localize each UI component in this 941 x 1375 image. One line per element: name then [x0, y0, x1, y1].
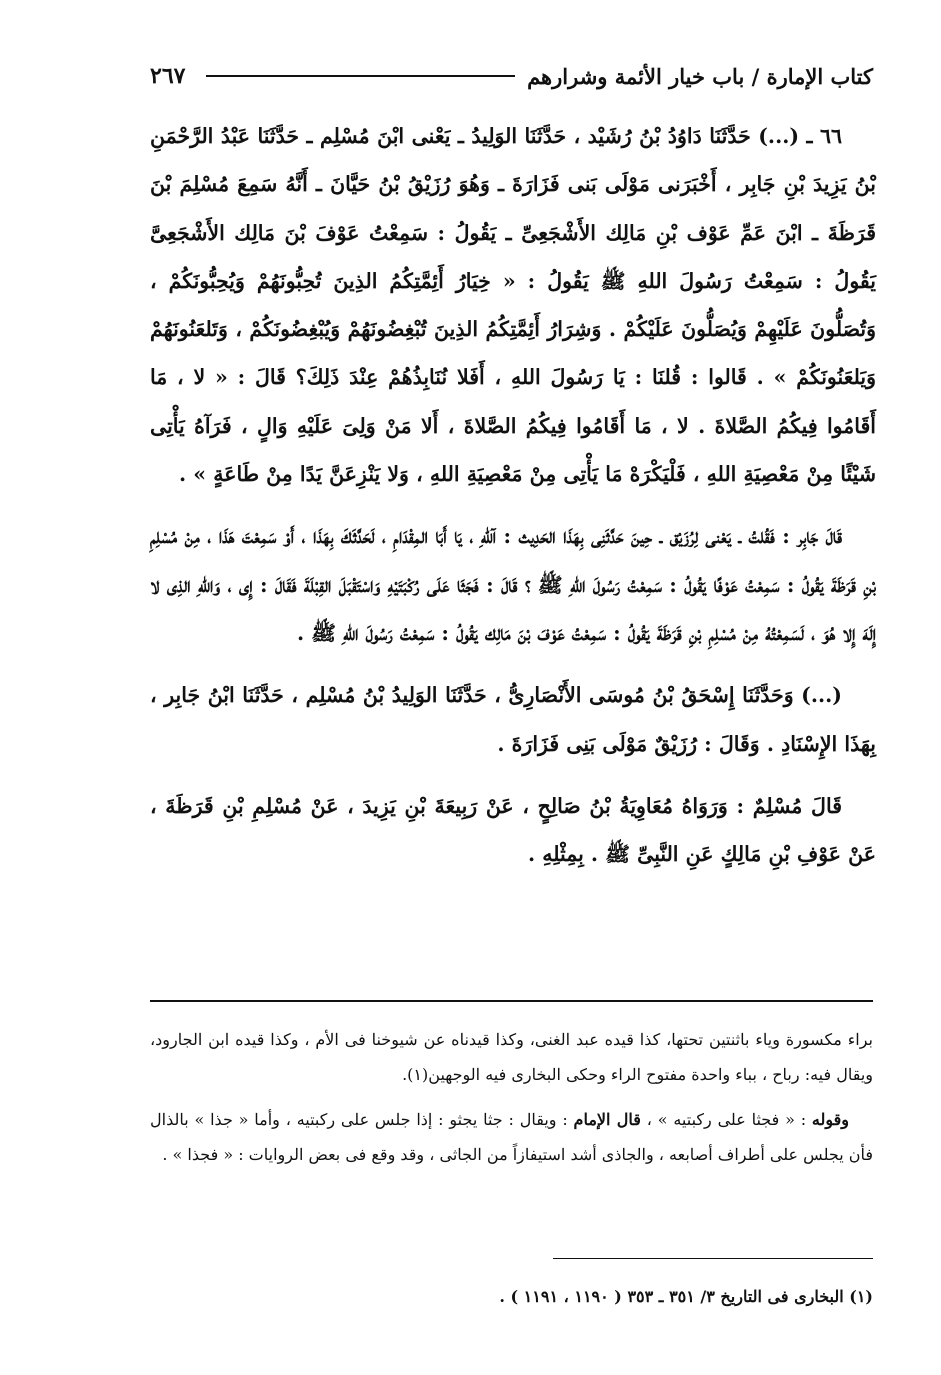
- commentary-divider: [150, 1000, 873, 1002]
- header-rule: [206, 75, 515, 77]
- jabir-paragraph: قَالَ جَابِر : فَقُلتُ ـ يَعْنى لِرُزَيْق ـ حِينَ حَدَّثَنِى بِهَذَا الحَدِيث : آللهِ ، يَا أَبَا المِقْدَامِ ، لَحَدَّثَكَ بِهَذَا ، أَوْ سَمِعْتَ هَذَا ، مِنْ مُسْلِمِ بْنِ قَرَظَةَ يَقُولُ : سَمِعْتُ عَوْفًا يَقُولُ : سَمِعْتُ رَسُولَ اللهِ ﷺ ؟ قَالَ : فَجَثَا عَلَى رُكْبَتَيْهِ وَاسْتَقْبَلَ القِبْلَةَ فَقَالَ : إِى ، وَاللهِ الذِى لا إِلَهَ إِلا هُوَ ، لَسَمِعْتُهُ مِنْ مُسْلِمِ بْنِ قَرَظَةَ يَقُولُ : سَمِعْتُ عَوْفَ بْنَ مَالِك يَقُولُ : سَمِعْتُ رَسُولَ اللهِ ﷺ .: [150, 524, 876, 645]
- commentary: [150, 1022, 873, 1182]
- hadith-paragraph-66: ٦٦ ـ (...) حَدَّثَنَا دَاوُدُ بْنُ رُشَيْد ، حَدَّثَنَا الوَلِيدُ ـ يَعْنى ابْنَ مُسْلِم ـ حَدَّثَنَا عَبْدُ الرَّحْمَنِ بْنُ يَزِيدَ بْنِ جَابِر ، أَخْبَرَنى مَوْلَى بَنى فَزَارَةَ ـ وَهُوَ رُزَيْقُ بْنُ حَيَّانَ ـ أَنَّهُ سَمِعَ مُسْلِمَ بْنَ قَرَظَةَ ـ ابْنَ عَمِّ عَوْف بْنِ مَالِك الأَشْجَعِىِّ ـ يَقُولُ : سَمِعْتُ عَوْفَ بْنَ مَالِك الأَشْجَعِىَّ يَقُولُ : سَمِعْتُ رَسُولَ اللهِ ﷺ يَقُولُ : « خِيَارُ أَئِمَّتِكُمُ الذِينَ تُحِبُّونَهُمْ وَيُحِبُّونَكُمْ ، وَتُصَلُّونَ عَلَيْهِمْ وَيُصَلُّونَ عَلَيْكُمْ . وَشِرَارُ أَئِمَّتِكُمُ الذِينَ تُبْغِضُونَهُمْ وَيُبْغِضُونَكُمْ ، وَتَلعَنُونَهُمْ وَيَلعَنُونَكُمْ » . قَالوا : قُلنَا : يَا رَسُولَ اللهِ ، أَفَلا نُنَابِذُهُمْ عِنْدَ ذَلِكَ؟ قَالَ : « لا ، مَا أَقَامُوا فِيكُمُ الصَّلاةَ . لا ، مَا أَقَامُوا فِيكُمُ الصَّلاةَ ، أَلا مَنْ وَلِىَ عَلَيْهِ وَالٍ ، فَرَآهُ يَأْتِى شَيْئًا مِنْ مَعْصِيَةِ اللهِ ، فَلْيَكْرَهْ مَا يَأْتِى مِنْ مَعْصِيَةِ اللهِ ، وَلا يَنْزِعَنَّ يَدًا مِنْ طَاعَةٍ » .: [150, 124, 876, 487]
- commentary-paragraph-1: براء مكسورة وياء باثنتين تحتها، كذا قيده عبد الغنى، وكذا قيدناه عن شيوخنا فى الأم ، وكذا قيده ابن الجارود، ويقال فيه: رباح ، بباء واحدة مفتوح الراء وحكى البخارى فيه الوجهين(١).: [150, 1030, 873, 1084]
- commentary-text: : ويقال : جثا يجثو : إذا جلس على ركبتيه ، وأما « جذا » بالذال فأن يجلس على أطراف أصابعه ، والجاذى أشد استيفازاً من الجاثى ، وقد وقع فى بعض الروايات : « فجذا » .: [150, 1110, 873, 1164]
- commentary-text: : « فجثا على ركبتيه » ،: [640, 1110, 812, 1129]
- page-number: ٢٦٧: [150, 63, 186, 89]
- footnote-divider: [553, 1258, 873, 1259]
- page-header: [150, 58, 873, 94]
- commentary-keyword: وقوله: [811, 1110, 850, 1129]
- isnad-paragraph: (...) وَحَدَّثَنَا إِسْحَقُ بْنُ مُوسَى الأَنْصَارِىُّ ، حَدَّثَنَا الوَلِيدُ بْنُ مُسْلِم ، حَدَّثَنَا ابْنُ جَابِر ، بِهَذَا الإِسْنَادِ . وَقَالَ : رُزَيْقٌ مَوْلَى بَنِى فَزَارَةَ .: [150, 683, 876, 756]
- commentary-paragraph-2: [150, 1102, 873, 1172]
- hadith-text: [150, 112, 876, 892]
- muslim-note-paragraph: قَالَ مُسْلِمٌ : وَرَوَاهُ مُعَاوِيَةُ بْنُ صَالِحٍ ، عَنْ رَبِيعَةَ بْنِ يَزِيدَ ، عَنْ مُسْلِمِ بْنِ قَرَظَةَ ، عَنْ عَوْفِ بْنِ مَالِكٍ عَنِ النَّبِىِّ ﷺ . بِمِثْلِهِ .: [150, 793, 876, 867]
- footnote: (١) البخارى فى التاريخ ٣/ ٣٥١ ـ ٣٥٣ ( ١١٩٠ ، ١١٩١ ) .: [499, 1287, 873, 1306]
- commentary-keyword: قال الإمام: [573, 1110, 641, 1129]
- running-title: كتاب الإمارة / باب خيار الأئمة وشرارهم: [527, 63, 873, 89]
